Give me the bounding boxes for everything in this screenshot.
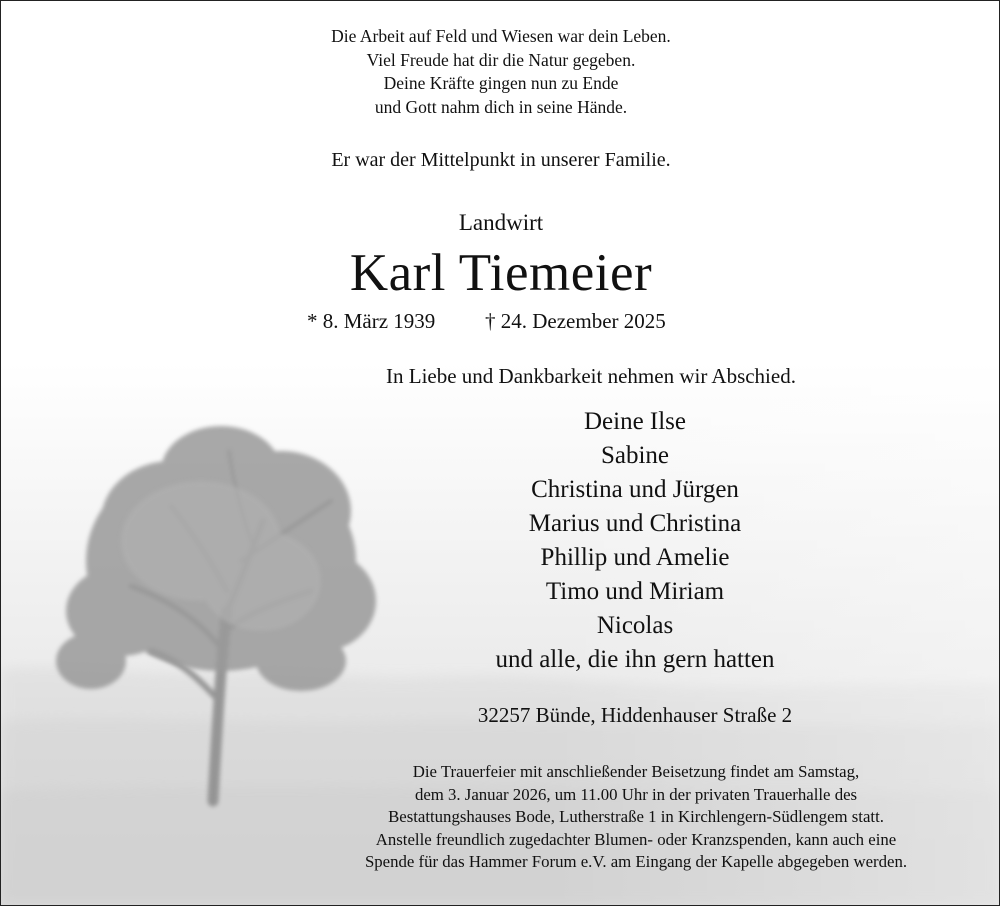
- family-member: Timo und Miriam: [545, 578, 725, 605]
- deceased-name: Karl Tiemeier: [349, 244, 653, 302]
- notice-line: Bestattungshauses Bode, Lutherstraße 1 in Kirchlengern-Südlengem statt.: [388, 807, 884, 826]
- family-member: und alle, die ihn gern hatten: [495, 646, 775, 673]
- notice-line: Spende für das Hammer Forum e.V. am Eingang der Kapelle abgegeben werden.: [364, 852, 908, 871]
- notice-line: dem 3. Januar 2026, um 11.00 Uhr in der privaten Trauerhalle des: [414, 784, 858, 804]
- family-member: Christina und Jürgen: [531, 476, 739, 503]
- farewell-line: In Liebe und Dankbarkeit nehmen wir Abschied.: [386, 364, 796, 388]
- birth-date: * 8. März 1939: [307, 309, 436, 333]
- poem-line: Viel Freude hat dir die Natur gegeben.: [366, 49, 636, 70]
- poem-line: Die Arbeit auf Feld und Wiesen war dein Leben.: [331, 26, 671, 46]
- death-date: † 24. Dezember 2025: [485, 309, 666, 333]
- family-address: 32257 Bünde, Hiddenhauser Straße 2: [477, 703, 793, 727]
- poem-line: Deine Kräfte gingen nun zu Ende: [383, 73, 619, 93]
- family-member: Sabine: [600, 442, 670, 469]
- family-member: Marius und Christina: [528, 510, 742, 537]
- notice-line: Die Trauerfeier mit anschließender Beisetzung findet am Samstag,: [412, 762, 860, 781]
- family-member: Phillip und Amelie: [540, 544, 730, 571]
- family-list: [435, 405, 835, 677]
- profession-label: Landwirt: [458, 210, 544, 235]
- tribute-line: Er war der Mittelpunkt in unserer Familie.: [331, 149, 671, 171]
- funeral-notice: [286, 761, 986, 874]
- poem-line: und Gott nahm dich in seine Hände.: [374, 96, 628, 117]
- memorial-poem: [201, 25, 801, 119]
- family-member: Nicolas: [596, 612, 674, 639]
- notice-line: Anstelle freundlich zugedachter Blumen- oder Kranzspenden, kann auch eine: [375, 829, 897, 849]
- family-member: Deine Ilse: [583, 408, 687, 435]
